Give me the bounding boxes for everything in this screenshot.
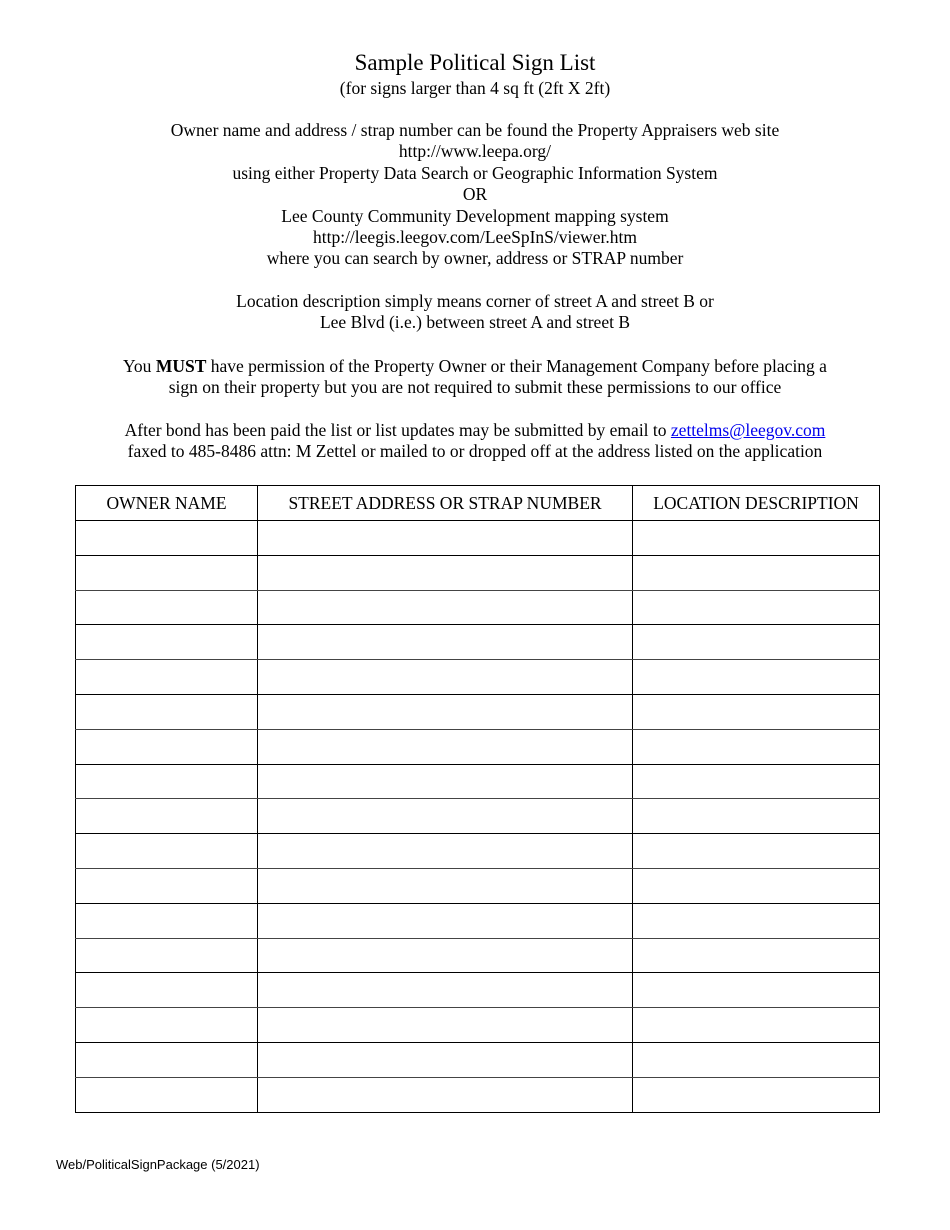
location-line: Location description simply means corner of street A and street B or (236, 291, 714, 311)
owner-name-cell[interactable] (76, 521, 258, 556)
street-address-cell[interactable] (258, 868, 633, 903)
location-description-cell[interactable] (633, 868, 880, 903)
owner-name-cell[interactable] (76, 694, 258, 729)
location-description-cell[interactable] (633, 625, 880, 660)
table-row (76, 764, 880, 799)
street-address-cell[interactable] (258, 660, 633, 695)
table-row (76, 868, 880, 903)
leegis-url: http://leegis.leegov.com/LeeSpInS/viewer.htm (312, 227, 637, 248)
street-address-cell[interactable] (258, 590, 633, 625)
info-line: Lee County Community Development mapping system (281, 205, 669, 226)
street-address-cell[interactable] (258, 729, 633, 764)
location-instructions (0, 291, 950, 334)
location-description-cell[interactable] (633, 590, 880, 625)
table-row (76, 938, 880, 973)
owner-name-cell[interactable] (76, 729, 258, 764)
table-row (76, 1077, 880, 1112)
location-description-cell[interactable] (633, 938, 880, 973)
permission-prefix: You (123, 356, 156, 376)
owner-name-cell[interactable] (76, 764, 258, 799)
location-description-cell[interactable] (633, 1008, 880, 1043)
location-description-cell[interactable] (633, 834, 880, 869)
submit-text: After bond has been paid the list or list updates may be submitted by email to (124, 420, 671, 440)
owner-name-cell[interactable] (76, 625, 258, 660)
street-address-cell[interactable] (258, 1008, 633, 1043)
info-line-or: OR (462, 184, 488, 205)
page-title: Sample Political Sign List (354, 50, 596, 75)
info-line: using either Property Data Search or Geographic Information System (232, 162, 718, 183)
location-description-cell[interactable] (633, 1077, 880, 1112)
street-address-cell[interactable] (258, 799, 633, 834)
location-description-cell[interactable] (633, 694, 880, 729)
permission-notice (0, 356, 950, 399)
street-address-cell[interactable] (258, 694, 633, 729)
table-header-row (76, 486, 880, 521)
permission-line-1 (0, 356, 950, 377)
submission-instructions (0, 420, 950, 463)
street-address-cell[interactable] (258, 903, 633, 938)
location-description-cell[interactable] (633, 660, 880, 695)
location-description-cell[interactable] (633, 1042, 880, 1077)
street-address-cell[interactable] (258, 764, 633, 799)
street-address-cell[interactable] (258, 625, 633, 660)
location-description-cell[interactable] (633, 729, 880, 764)
page-subtitle: (for signs larger than 4 sq ft (2ft X 2ft) (339, 78, 611, 98)
location-description-cell[interactable] (633, 973, 880, 1008)
owner-name-cell[interactable] (76, 903, 258, 938)
email-link[interactable]: zettelms@leegov.com (670, 420, 826, 440)
owner-name-cell[interactable] (76, 1042, 258, 1077)
permission-emphasis: MUST (155, 356, 207, 376)
table-row (76, 660, 880, 695)
table-row (76, 625, 880, 660)
table-body (76, 521, 880, 1113)
location-description-cell[interactable] (633, 799, 880, 834)
table-row (76, 694, 880, 729)
table-row (76, 799, 880, 834)
permission-rest: have permission of the Property Owner or their Management Company before placing a (206, 356, 827, 376)
table-row (76, 1042, 880, 1077)
owner-name-cell[interactable] (76, 1008, 258, 1043)
table-row (76, 1008, 880, 1043)
submit-line-1 (0, 420, 950, 441)
table-row (76, 590, 880, 625)
header-street-address: STREET ADDRESS OR STRAP NUMBER (258, 486, 633, 521)
owner-name-cell[interactable] (76, 555, 258, 590)
submit-line-2: faxed to 485-8486 attn: M Zettel or mailed to or dropped off at the address listed on the application (127, 441, 823, 462)
street-address-cell[interactable] (258, 973, 633, 1008)
info-instructions (0, 120, 950, 270)
owner-name-cell[interactable] (76, 834, 258, 869)
location-line: Lee Blvd (i.e.) between street A and street B (319, 312, 631, 333)
owner-name-cell[interactable] (76, 799, 258, 834)
info-line: Owner name and address / strap number can be found the Property Appraisers web site (170, 120, 780, 140)
street-address-cell[interactable] (258, 1042, 633, 1077)
street-address-cell[interactable] (258, 1077, 633, 1112)
owner-name-cell[interactable] (76, 1077, 258, 1112)
owner-name-cell[interactable] (76, 590, 258, 625)
table-row (76, 903, 880, 938)
table-row (76, 973, 880, 1008)
header-owner-name: OWNER NAME (76, 486, 258, 521)
street-address-cell[interactable] (258, 555, 633, 590)
location-description-cell[interactable] (633, 903, 880, 938)
table-row (76, 834, 880, 869)
table-row (76, 555, 880, 590)
table-row (76, 521, 880, 556)
street-address-cell[interactable] (258, 834, 633, 869)
street-address-cell[interactable] (258, 521, 633, 556)
table-row (76, 729, 880, 764)
leepa-url: http://www.leepa.org/ (398, 141, 552, 162)
street-address-cell[interactable] (258, 938, 633, 973)
location-description-cell[interactable] (633, 764, 880, 799)
permission-line-2: sign on their property but you are not required to submit these permissions to our office (168, 377, 782, 398)
header-location-description: LOCATION DESCRIPTION (633, 486, 880, 521)
owner-name-cell[interactable] (76, 938, 258, 973)
owner-name-cell[interactable] (76, 660, 258, 695)
location-description-cell[interactable] (633, 555, 880, 590)
location-description-cell[interactable] (633, 521, 880, 556)
sign-list-table (75, 485, 880, 1113)
owner-name-cell[interactable] (76, 973, 258, 1008)
footer-reference: Web/PoliticalSignPackage (5/2021) (56, 1157, 260, 1172)
info-line: where you can search by owner, address or STRAP number (266, 248, 684, 269)
owner-name-cell[interactable] (76, 868, 258, 903)
